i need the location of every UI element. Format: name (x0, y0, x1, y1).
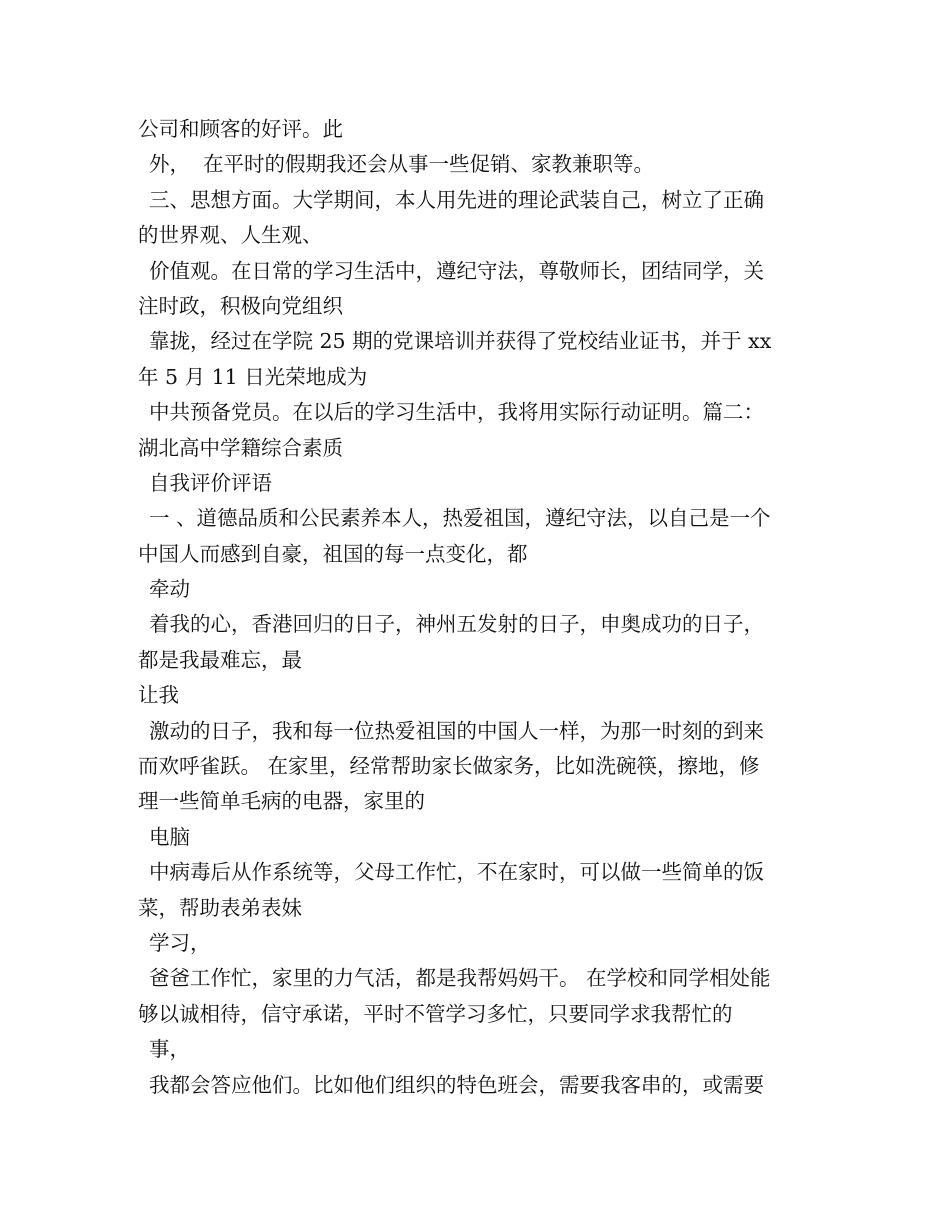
text-line: 牵动 (149, 577, 190, 602)
text-line: 都是我最难忘，最 (138, 647, 302, 672)
text-line: 年 5 月 11 日光荣地成为 (138, 364, 368, 389)
text-line: 爸爸工作忙，家里的力气活，都是我帮妈妈干。 在学校和同学相处能 (149, 966, 771, 991)
text-line: 中病毒后从作系统等，父母工作忙，不在家时，可以做一些简单的饭 (149, 860, 764, 885)
text-line: 自我评价评语 (149, 470, 272, 495)
text-line: 外， 在平时的假期我还会从事一些促销、家教兼职等。 (149, 152, 655, 177)
text-line: 靠拢，经过在学院 25 期的党课培训并获得了党校结业证书，并于 xx (149, 329, 772, 354)
text-line: 价值观。在日常的学习生活中，遵纪守法，尊敬师长，团结同学，关 (149, 258, 764, 283)
text-line: 理一些简单毛病的电器，家里的 (138, 789, 425, 814)
text-line: 注时政，积极向党组织 (138, 293, 343, 318)
text-line: 菜，帮助表弟表妹 (138, 895, 302, 920)
text-line: 中共预备党员。在以后的学习生活中，我将用实际行动证明。篇二： (149, 400, 764, 425)
text-line: 的世界观、人生观、 (138, 223, 323, 248)
text-line: 让我 (138, 683, 179, 708)
text-line: 中国人而感到自豪，祖国的每一点变化，都 (138, 541, 528, 566)
text-line: 一 、道德品质和公民素养本人，热爱祖国，遵纪守法，以自己是一个 (149, 506, 771, 531)
text-line: 而欢呼雀跃。 在家里，经常帮助家长做家务，比如洗碗筷，擦地，修 (138, 754, 760, 779)
text-line: 三、思想方面。大学期间，本人用先进的理论武装自己，树立了正确 (149, 187, 764, 212)
text-line: 我都会答应他们。比如他们组织的特色班会，需要我客串的，或需要 (149, 1072, 764, 1097)
text-line: 湖北高中学籍综合素质 (138, 435, 343, 460)
text-line: 学习， (149, 930, 211, 955)
text-line: 公司和顾客的好评。此 (138, 117, 343, 141)
text-line: 着我的心，香港回归的日子，神州五发射的日子，申奥成功的日子， (149, 612, 764, 637)
document-body (138, 112, 818, 1103)
text-line: 电脑 (149, 824, 190, 849)
text-line: 事， (149, 1037, 190, 1062)
text-line: 够以诚相待，信守承诺，平时不管学习多忙，只要同学求我帮忙的 (138, 1001, 733, 1026)
text-line: 激动的日子，我和每一位热爱祖国的中国人一样，为那一时刻的到来 (149, 718, 764, 743)
